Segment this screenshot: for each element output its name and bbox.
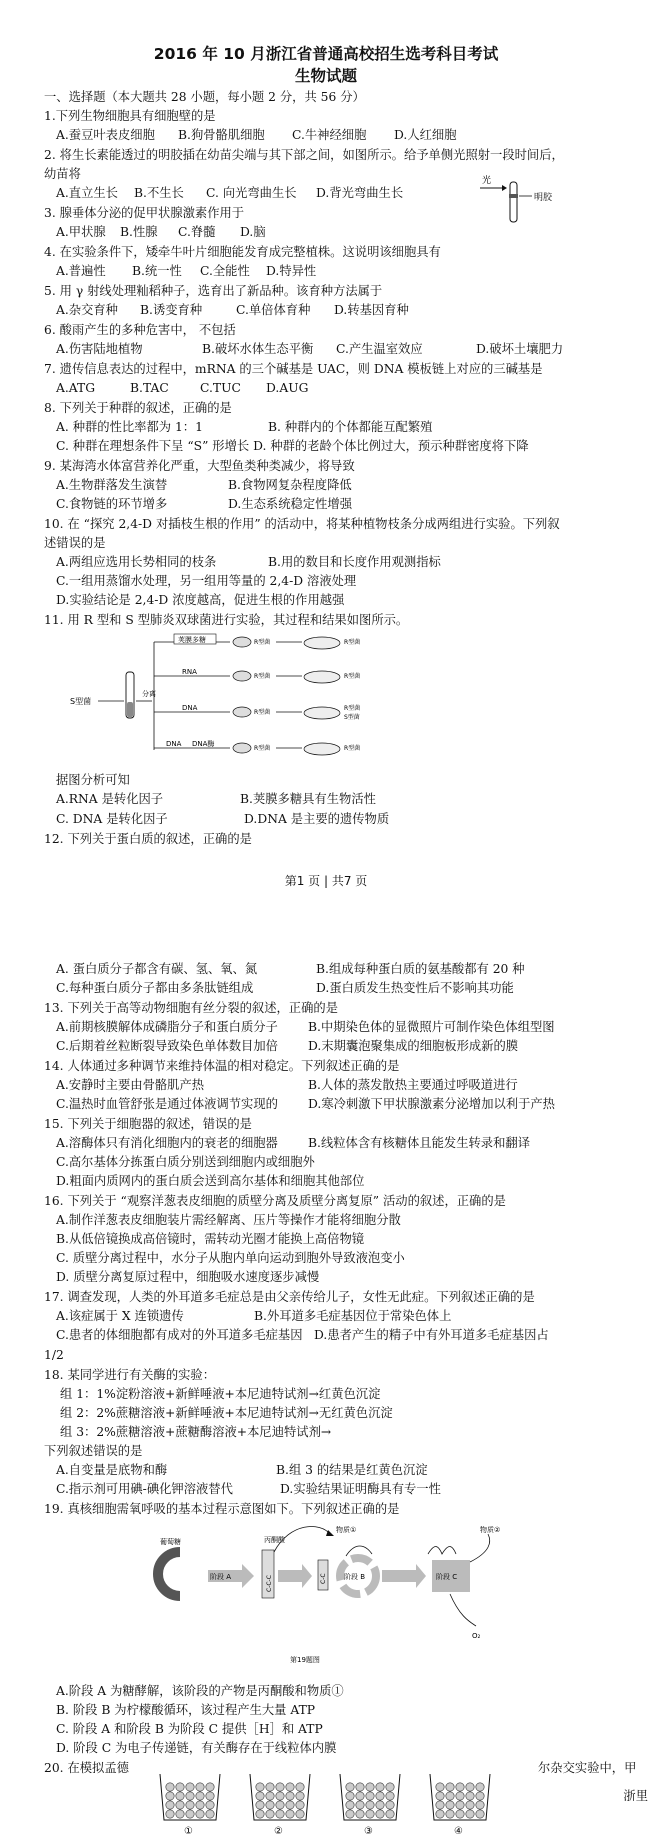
q19-respiration-figure (150, 1522, 510, 1672)
svg-text:R型菌: R型菌 (344, 673, 361, 680)
q20-beakers-figure (150, 1770, 510, 1840)
q14-option-a: A.安静时主要由骨骼肌产热 (56, 1078, 205, 1092)
q5-option-d: D.转基因育种 (334, 303, 409, 317)
q5-option-c: C.单倍体育种 (236, 303, 311, 317)
q10-option-b: B.用的数目和长度作用观测指标 (268, 555, 441, 569)
q11-option-a: A.RNA 是转化因子 (56, 792, 164, 806)
q18-option-d: D.实验结果证明酶具有专一性 (280, 1482, 441, 1496)
q15-option-b: B.线粒体含有核糖体且能发生转录和翻译 (308, 1136, 530, 1150)
q8-option-b: B. 种群内的个体都能互配繁殖 (268, 420, 433, 434)
stage-b-label: 阶段 B (344, 1573, 366, 1581)
q10-stem-1: 10. 在 “探究 2,4-D 对插枝生根的作用” 的活动中，将某种植物枝条分成两组进行实验。下列叙 (44, 517, 560, 531)
q8-option-cd: C. 种群在理想条件下呈 “S” 形增长 D. 种群的老龄个体比例过大，预示种群密度将下降 (56, 439, 529, 453)
corner-watermark-text: 浙里 (623, 1789, 648, 1803)
q9-stem: 9. 某海湾水体富营养化严重，大型鱼类种类减少，将导致 (44, 459, 355, 473)
q10-option-a: A.两组应选用长势相同的枝条 (56, 555, 217, 569)
q11-option-b: B.荚膜多糖具有生物活性 (240, 792, 376, 806)
q18-option-c: C.指示剂可用碘-碘化钾溶液替代 (56, 1482, 233, 1496)
q16-option-c: C. 质壁分离过程中，水分子从胞内单向运动到胞外导致液泡变小 (56, 1251, 405, 1265)
q13-option-d: D.末期囊泡聚集成的细胞板形成新的膜 (308, 1039, 519, 1053)
stage-c-label: 阶段 C (436, 1573, 458, 1581)
q17-option-a: A.该症属于 X 连锁遗传 (56, 1309, 184, 1323)
svg-text:R型菌: R型菌 (254, 745, 271, 752)
q8-stem: 8. 下列关于种群的叙述，正确的是 (44, 401, 232, 415)
oxygen-label: O₂ (472, 1632, 481, 1640)
q4-option-c: C.全能性 (200, 264, 250, 278)
svg-text:R型菌: R型菌 (254, 709, 271, 716)
substance-1-label: 物质① (336, 1526, 357, 1534)
branch-polysaccharide (154, 634, 360, 649)
beaker-label-3: ③ (364, 1826, 373, 1837)
q2-stem-2: 幼苗将 (44, 167, 81, 181)
svg-text:荚膜多糖: 荚膜多糖 (178, 636, 206, 644)
q3-option-d: D.脑 (240, 225, 266, 239)
q14-option-c: C.温热时血管舒张是通过体液调节实现的 (56, 1097, 278, 1111)
page-2 (0, 960, 652, 1842)
q18-option-b: B.组 3 的结果是红黄色沉淀 (276, 1463, 428, 1477)
q11-stem: 11. 用 R 型和 S 型肺炎双球菌进行实验，其过程和结果如图所示。 (44, 613, 409, 627)
q11-transformation-figure (70, 632, 370, 762)
q16-option-b: B.从低倍镜换成高倍镜时，需转动光圈才能换上高倍物镜 (56, 1232, 365, 1246)
q8-option-a: A. 种群的性比率都为 1：1 (56, 420, 203, 434)
separate-label: 分离 (142, 690, 156, 698)
q19-option-d: D. 阶段 C 为电子传递链，有关酶存在于线粒体内膜 (56, 1741, 337, 1755)
svg-text:S型菌: S型菌 (344, 714, 360, 721)
stage-a-label: 阶段 A (210, 1573, 232, 1581)
q14-option-b: B.人体的蒸发散热主要通过呼吸道进行 (308, 1078, 518, 1092)
svg-text:R型菌: R型菌 (254, 673, 271, 680)
beaker-4 (430, 1774, 490, 1837)
q1-option-d: D.人红细胞 (394, 128, 457, 142)
substance-2-label: 物质② (480, 1526, 501, 1534)
q17-option-d: D.患者产生的精子中有外耳道多毛症基因占 (314, 1328, 549, 1342)
q17-option-c: C.患者的体细胞都有成对的外耳道多毛症基因 (56, 1328, 303, 1342)
q20-stem-start: 20. 在模拟孟德 (44, 1761, 129, 1775)
q9-option-b: B.食物网复杂程度降低 (228, 478, 352, 492)
section-heading: 一、选择题（本大题共 28 小题，每小题 2 分，共 56 分） (44, 90, 365, 104)
s-strain-label: S型菌 (70, 697, 92, 706)
q16-option-d: D. 质壁分离复原过程中，细胞吸水速度逐步减慢 (56, 1270, 320, 1284)
svg-text:R型菌: R型菌 (344, 745, 361, 752)
q18-substem: 下列叙述错误的是 (44, 1444, 143, 1458)
svg-text:DNA: DNA (166, 740, 182, 748)
q16-option-a: A.制作洋葱表皮细胞装片需经解离、压片等操作才能将细胞分散 (56, 1213, 401, 1227)
beaker-2 (250, 1774, 310, 1837)
q3-stem: 3. 腺垂体分泌的促甲状腺激素作用于 (44, 206, 245, 220)
q6-option-d: D.破坏土壤肥力 (476, 342, 564, 356)
branch-dnase (154, 739, 360, 755)
q13-option-a: A.前期核膜解体成磷脂分子和蛋白质分子 (56, 1020, 278, 1034)
q9-option-a: A.生物群落发生演替 (56, 478, 168, 492)
q2-stem-1: 2. 将生长素能透过的明胶插在幼苗尖端与其下部之间，如图所示。给予单侧光照射一段时间后， (44, 148, 564, 162)
q14-stem: 14. 人体通过多种调节来维持体温的相对稳定。下列叙述正确的是 (44, 1059, 400, 1073)
q7-option-b: B.TAC (130, 381, 169, 395)
q11-conclusion: 据图分析可知 (56, 773, 130, 787)
exam-title: 2016 年 10 月浙江省普通高校招生选考科目考试 (153, 45, 499, 63)
q19-option-c: C. 阶段 A 和阶段 B 为阶段 C 提供［H］和 ATP (56, 1722, 323, 1736)
q4-option-b: B.统一性 (132, 264, 182, 278)
svg-text:DNA: DNA (182, 704, 198, 712)
branch-rna (154, 668, 360, 683)
q17-option-b: B.外耳道多毛症基因位于常染色体上 (254, 1309, 452, 1323)
q6-option-b: B.破坏水体生态平衡 (202, 342, 314, 356)
q2-option-a: A.直立生长 (56, 186, 118, 200)
q6-option-c: C.产生温室效应 (336, 342, 423, 356)
c3-label: C-C-C (266, 1575, 273, 1592)
q11-option-d: D.DNA 是主要的遗传物质 (244, 812, 390, 826)
q2-option-b: B.不生长 (134, 186, 184, 200)
q16-stem: 16. 下列关于 “观察洋葱表皮细胞的质壁分离及质壁分离复原” 活动的叙述，正确的是 (44, 1194, 506, 1208)
q10-option-d: D.实验结论是 2,4-D 浓度越高，促进生根的作用越强 (56, 593, 345, 607)
beaker-label-2: ② (274, 1826, 283, 1837)
q18-option-a: A.自变量是底物和酶 (56, 1463, 168, 1477)
q3-option-c: C.脊髓 (178, 225, 216, 239)
q9-option-d: D.生态系统稳定性增强 (228, 497, 353, 511)
q17-option-d-cont: 1/2 (44, 1348, 64, 1362)
page-footer: 第1 页 | 共7 页 (284, 874, 368, 888)
q6-option-a: A.伤害陆地植物 (56, 342, 143, 356)
gel-label: 明胶 (534, 193, 553, 203)
light-label: 光 (482, 176, 492, 186)
q4-option-a: A.普遍性 (56, 264, 106, 278)
q4-stem: 4. 在实验条件下，矮牵牛叶片细胞能发育成完整植株。这说明该细胞具有 (44, 245, 441, 259)
q17-stem: 17. 调查发现，人类的外耳道多毛症总是由父亲传给儿子，女性无此症。下列叙述正确的是 (44, 1290, 535, 1304)
q12-option-b: B.组成每种蛋白质的氨基酸都有 20 种 (316, 962, 525, 976)
glucose-label: 葡萄糖 (160, 1538, 181, 1546)
beaker-3 (340, 1774, 400, 1837)
q18-group-3: 组 3：2%蔗糖溶液+蔗糖酶溶液+本尼迪特试剂→ (60, 1425, 332, 1439)
q1-option-b: B.狗骨骼肌细胞 (178, 128, 265, 142)
svg-text:R型菌: R型菌 (344, 639, 361, 646)
q2-option-c: C. 向光弯曲生长 (206, 186, 297, 200)
beaker-1 (160, 1774, 220, 1837)
q12-stem: 12. 下列关于蛋白质的叙述，正确的是 (44, 832, 252, 846)
q13-option-b: B.中期染色体的显微照片可制作染色体组型图 (308, 1020, 555, 1034)
q3-option-b: B.性腺 (120, 225, 158, 239)
q14-option-d: D.寒冷刺激下甲状腺激素分泌增加以利于产热 (308, 1097, 555, 1111)
q12-option-d: D.蛋白质发生热变性后不影响其功能 (316, 981, 514, 995)
q7-stem: 7. 遗传信息表达的过程中，mRNA 的三个碱基是 UAC，则 DNA 模板链上对应的三碱基是 (44, 362, 543, 376)
svg-text:RNA: RNA (182, 668, 197, 676)
q18-group-1: 组 1：1%淀粉溶液+新鲜唾液+本尼迪特试剂→红黄色沉淀 (60, 1387, 381, 1401)
q15-option-a: A.溶酶体只有消化细胞内的衰老的细胞器 (56, 1136, 278, 1150)
q15-option-d: D.粗面内质网内的蛋白质会送到高尔基体和细胞其他部位 (56, 1174, 365, 1188)
branch-dna (154, 704, 360, 721)
pyruvate-label: 丙酮酸 (264, 1536, 285, 1544)
q5-option-b: B.诱变育种 (140, 303, 203, 317)
q10-option-c: C.一组用蒸馏水处理，另一组用等量的 2,4-D 溶液处理 (56, 574, 357, 588)
q13-option-c: C.后期着丝粒断裂导致染色单体数目加倍 (56, 1039, 278, 1053)
q5-stem: 5. 用 γ 射线处理籼稻种子，选育出了新品种。该育种方法属于 (44, 284, 383, 298)
q1-option-a: A.蚕豆叶表皮细胞 (56, 128, 155, 142)
svg-text:DNA酶: DNA酶 (192, 740, 215, 748)
q7-option-c: C.TUC (200, 381, 241, 395)
q2-seedling-figure (476, 172, 566, 224)
q19-stem: 19. 真核细胞需氧呼吸的基本过程示意图如下。下列叙述正确的是 (44, 1502, 400, 1516)
q12-option-c: C.每种蛋白质分子都由多条肽链组成 (56, 981, 254, 995)
q9-option-c: C.食物链的环节增多 (56, 497, 168, 511)
q18-stem: 18. 某同学进行有关酶的实验： (44, 1368, 216, 1382)
beaker-label-1: ① (184, 1826, 193, 1837)
figure-19-caption: 第19题图 (290, 1656, 320, 1664)
q13-stem: 13. 下列关于高等动物细胞有丝分裂的叙述，正确的是 (44, 1001, 338, 1015)
c2-label: C-C (320, 1573, 327, 1584)
page-1 (0, 0, 652, 905)
q12-option-a: A. 蛋白质分子都含有碳、氢、氧、氮 (56, 962, 258, 976)
q15-stem: 15. 下列关于细胞器的叙述，错误的是 (44, 1117, 252, 1131)
svg-text:R型菌: R型菌 (344, 705, 361, 712)
q18-group-2: 组 2：2%蔗糖溶液+新鲜唾液+本尼迪特试剂→无红黄色沉淀 (60, 1406, 393, 1420)
svg-text:R型菌: R型菌 (254, 639, 271, 646)
q1-stem: 1.下列生物细胞具有细胞壁的是 (44, 109, 216, 123)
q4-option-d: D.特异性 (266, 264, 317, 278)
q2-option-d: D.背光弯曲生长 (316, 186, 404, 200)
q6-stem: 6. 酸雨产生的多种危害中， 不包括 (44, 323, 236, 337)
q1-option-c: C.牛神经细胞 (292, 128, 367, 142)
q3-option-a: A.甲状腺 (56, 225, 106, 239)
q20-stem-end: 尔杂交实验中，甲 (538, 1761, 637, 1775)
beaker-label-4: ④ (454, 1826, 463, 1837)
q10-stem-2: 述错误的是 (44, 536, 106, 550)
q11-option-c: C. DNA 是转化因子 (56, 812, 168, 826)
q19-option-a: A.阶段 A 为糖酵解，该阶段的产物是丙酮酸和物质① (56, 1684, 344, 1698)
q15-option-c: C.高尔基体分拣蛋白质分别送到细胞内或细胞外 (56, 1155, 315, 1169)
q5-option-a: A.杂交育种 (56, 303, 118, 317)
q7-option-d: D.AUG (266, 381, 309, 395)
q19-option-b: B. 阶段 B 为柠檬酸循环，该过程产生大量 ATP (56, 1703, 316, 1717)
q7-option-a: A.ATG (56, 381, 96, 395)
exam-subtitle: 生物试题 (294, 67, 357, 85)
